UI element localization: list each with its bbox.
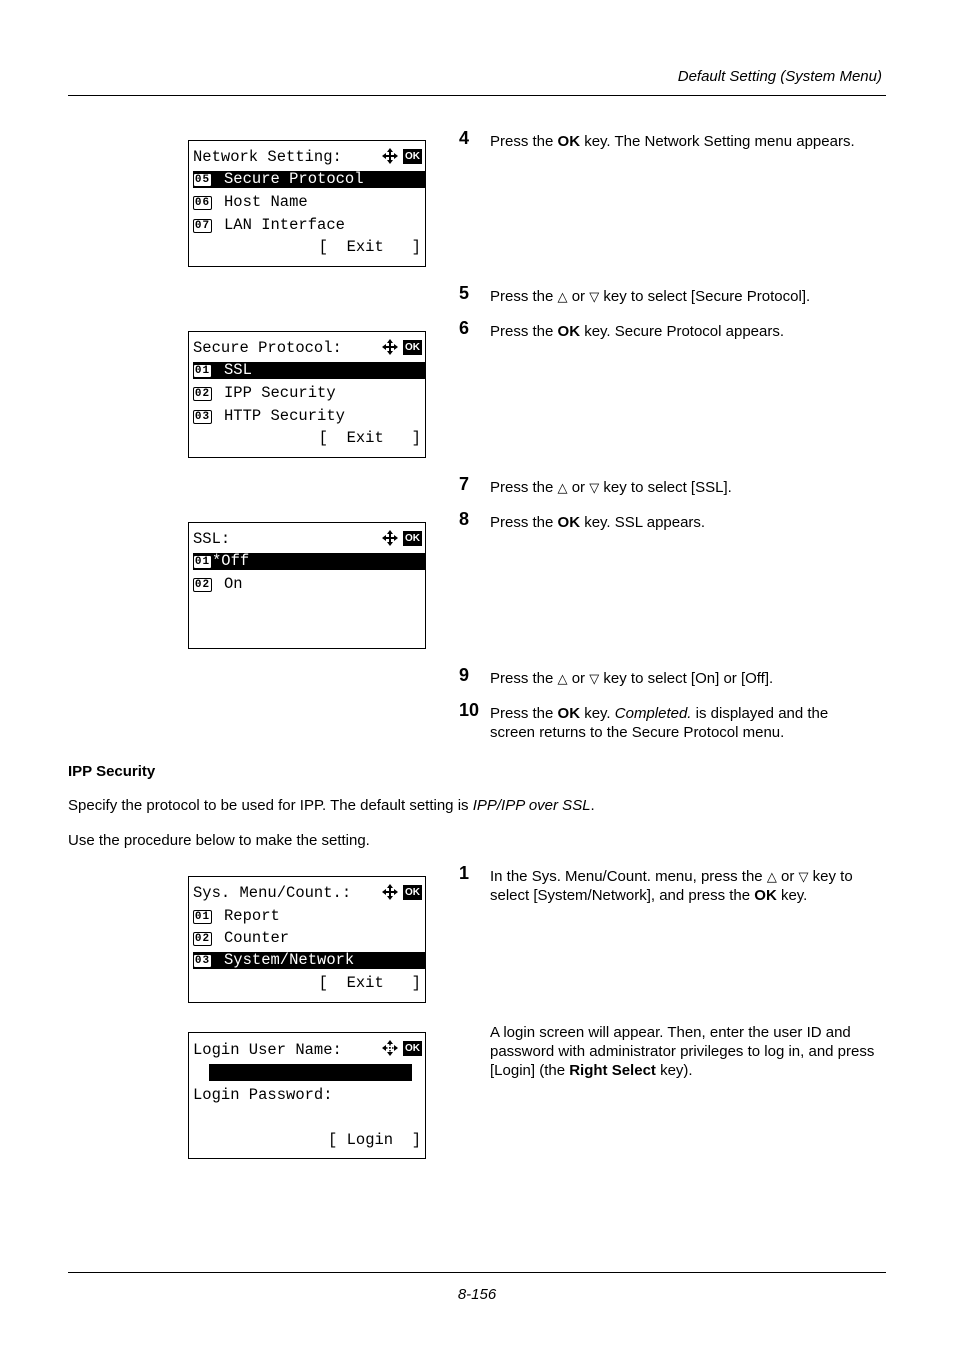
ok-icon: OK <box>405 1042 420 1054</box>
key-name: OK <box>557 133 581 150</box>
lcd-title: Login User Name: <box>193 1042 342 1059</box>
four-way-arrow-dotted-icon <box>381 1039 399 1057</box>
item-number: 03 <box>194 955 211 967</box>
lcd-menu-item <box>193 194 425 211</box>
step-number: 8 <box>459 509 470 529</box>
step-text: key to select [System/Network], and press the <box>490 868 853 904</box>
four-way-arrow-icon <box>381 883 399 901</box>
up-key-icon: △ <box>766 869 777 884</box>
key-name: OK <box>754 887 777 904</box>
lcd-menu-item-selected <box>193 553 425 570</box>
lcd-menu-item <box>193 217 425 234</box>
lcd-title: Sys. Menu/Count.: <box>193 885 352 902</box>
step-text: A login screen will appear. Then, enter the user ID and password with administrator privileges to log in, and press [Login] (the <box>490 1024 875 1079</box>
lcd-panel-login <box>188 1032 426 1159</box>
four-way-arrow-icon <box>381 147 399 165</box>
step-text: key. <box>580 705 615 722</box>
lcd-icons <box>381 147 422 165</box>
key-name: OK <box>557 514 581 531</box>
item-number: 05 <box>194 174 211 186</box>
item-label: Secure Protocol <box>224 171 364 188</box>
paragraph-text: . <box>590 797 595 814</box>
item-label: On <box>224 576 243 593</box>
lcd-menu-item <box>193 930 425 947</box>
item-label: *Off <box>212 553 250 570</box>
step-text: or <box>567 288 590 305</box>
item-number: 02 <box>194 388 211 400</box>
step-text: key. SSL appears. <box>580 514 706 531</box>
item-number: 07 <box>194 220 211 232</box>
four-way-arrow-icon <box>381 338 399 356</box>
item-label: LAN Interface <box>224 217 345 234</box>
ok-icon: OK <box>405 150 420 162</box>
step-number: 7 <box>459 474 470 494</box>
login-user-name-input[interactable] <box>209 1064 412 1081</box>
lcd-title: SSL: <box>193 531 231 548</box>
lcd-softkey-exit: [ Exit ] <box>318 430 421 447</box>
step-text: Press the <box>490 705 558 722</box>
down-key-icon: ▽ <box>589 289 600 304</box>
up-key-icon: △ <box>557 480 568 495</box>
item-number: 03 <box>194 411 211 423</box>
step-text: or <box>567 479 590 496</box>
step-number: 9 <box>459 665 470 685</box>
step-text: key to select [On] or [Off]. <box>599 670 774 687</box>
step-text: Press the <box>490 514 558 531</box>
step-text: key. Secure Protocol appears. <box>580 323 785 340</box>
down-key-icon: ▽ <box>589 671 600 686</box>
up-key-icon: △ <box>557 671 568 686</box>
lcd-menu-item <box>193 408 425 425</box>
lcd-menu-item-selected <box>193 171 425 188</box>
item-label: Counter <box>224 930 290 947</box>
lcd-label-password: Login Password: <box>193 1087 333 1104</box>
key-name: OK <box>557 323 581 340</box>
lcd-panel-network-setting <box>188 140 426 267</box>
item-number: 01 <box>194 911 211 923</box>
lcd-softkey-login: [ Login ] <box>327 1132 421 1149</box>
item-number: 01 <box>194 365 211 377</box>
section-paragraph-2: Use the procedure below to make the setting. <box>68 832 370 849</box>
lcd-menu-item <box>193 908 425 925</box>
section-paragraph <box>68 797 888 814</box>
key-name: Right Select <box>569 1062 656 1079</box>
down-key-icon: ▽ <box>589 480 600 495</box>
step-text: In the Sys. Menu/Count. menu, press the <box>490 868 767 885</box>
item-label: System/Network <box>224 952 355 969</box>
item-number: 06 <box>194 197 211 209</box>
ok-icon: OK <box>405 341 420 353</box>
key-name: OK <box>557 705 581 722</box>
step-text: key to select [SSL]. <box>599 479 732 496</box>
section-heading: IPP Security <box>68 763 156 780</box>
item-label: Host Name <box>224 194 308 211</box>
item-number: 01 <box>194 556 211 568</box>
step-text: is displayed and the screen returns to the Secure Protocol menu. <box>490 705 829 741</box>
step-text: or <box>776 868 799 885</box>
step-text: Press the <box>490 133 558 150</box>
four-way-arrow-icon <box>381 529 399 547</box>
step-text: key. The Network Setting menu appears. <box>580 133 855 150</box>
lcd-softkey-exit: [ Exit ] <box>318 239 421 256</box>
lcd-panel-ssl <box>188 522 426 649</box>
header-rule <box>68 95 886 96</box>
lcd-icons <box>381 1039 422 1057</box>
step-number: 10 <box>459 700 480 720</box>
header-title: Default Setting (System Menu) <box>677 68 882 85</box>
item-label: HTTP Security <box>224 408 345 425</box>
ok-icon: OK <box>405 886 420 898</box>
default-setting: IPP/IPP over SSL <box>472 797 591 814</box>
step-text: key to select [Secure Protocol]. <box>599 288 811 305</box>
step-text: or <box>567 670 590 687</box>
step-text: Press the <box>490 479 558 496</box>
lcd-icons <box>381 529 422 547</box>
step-number: 1 <box>459 863 470 883</box>
lcd-panel-sys-menu <box>188 876 426 1003</box>
step-text: Press the <box>490 288 558 305</box>
down-key-icon: ▽ <box>798 869 809 884</box>
step-text: key). <box>655 1062 693 1079</box>
step-text: Press the <box>490 670 558 687</box>
lcd-title: Network Setting: <box>193 149 342 166</box>
step-number: 6 <box>459 318 470 338</box>
lcd-title: Secure Protocol: <box>193 340 342 357</box>
step-text: Press the <box>490 323 558 340</box>
lcd-menu-item <box>193 576 425 593</box>
lcd-menu-item <box>193 385 425 402</box>
paragraph-text: Specify the protocol to be used for IPP. The default setting is <box>68 797 473 814</box>
item-label: SSL <box>224 362 252 379</box>
lcd-panel-secure-protocol <box>188 331 426 458</box>
item-number: 02 <box>194 579 211 591</box>
step-number: 5 <box>459 283 470 303</box>
lcd-icons <box>381 338 422 356</box>
lcd-softkey-exit: [ Exit ] <box>318 975 421 992</box>
message-name: Completed. <box>614 705 692 722</box>
footer-rule <box>68 1272 886 1273</box>
ok-icon: OK <box>405 532 420 544</box>
lcd-icons <box>381 883 422 901</box>
item-label: IPP Security <box>224 385 336 402</box>
item-label: Report <box>224 908 280 925</box>
step-number: 4 <box>459 128 470 148</box>
page-number: 8-156 <box>457 1286 497 1303</box>
lcd-menu-item-selected <box>193 362 425 379</box>
up-key-icon: △ <box>557 289 568 304</box>
step-text: key. <box>776 887 808 904</box>
item-number: 02 <box>194 933 211 945</box>
lcd-menu-item-selected <box>193 952 425 969</box>
